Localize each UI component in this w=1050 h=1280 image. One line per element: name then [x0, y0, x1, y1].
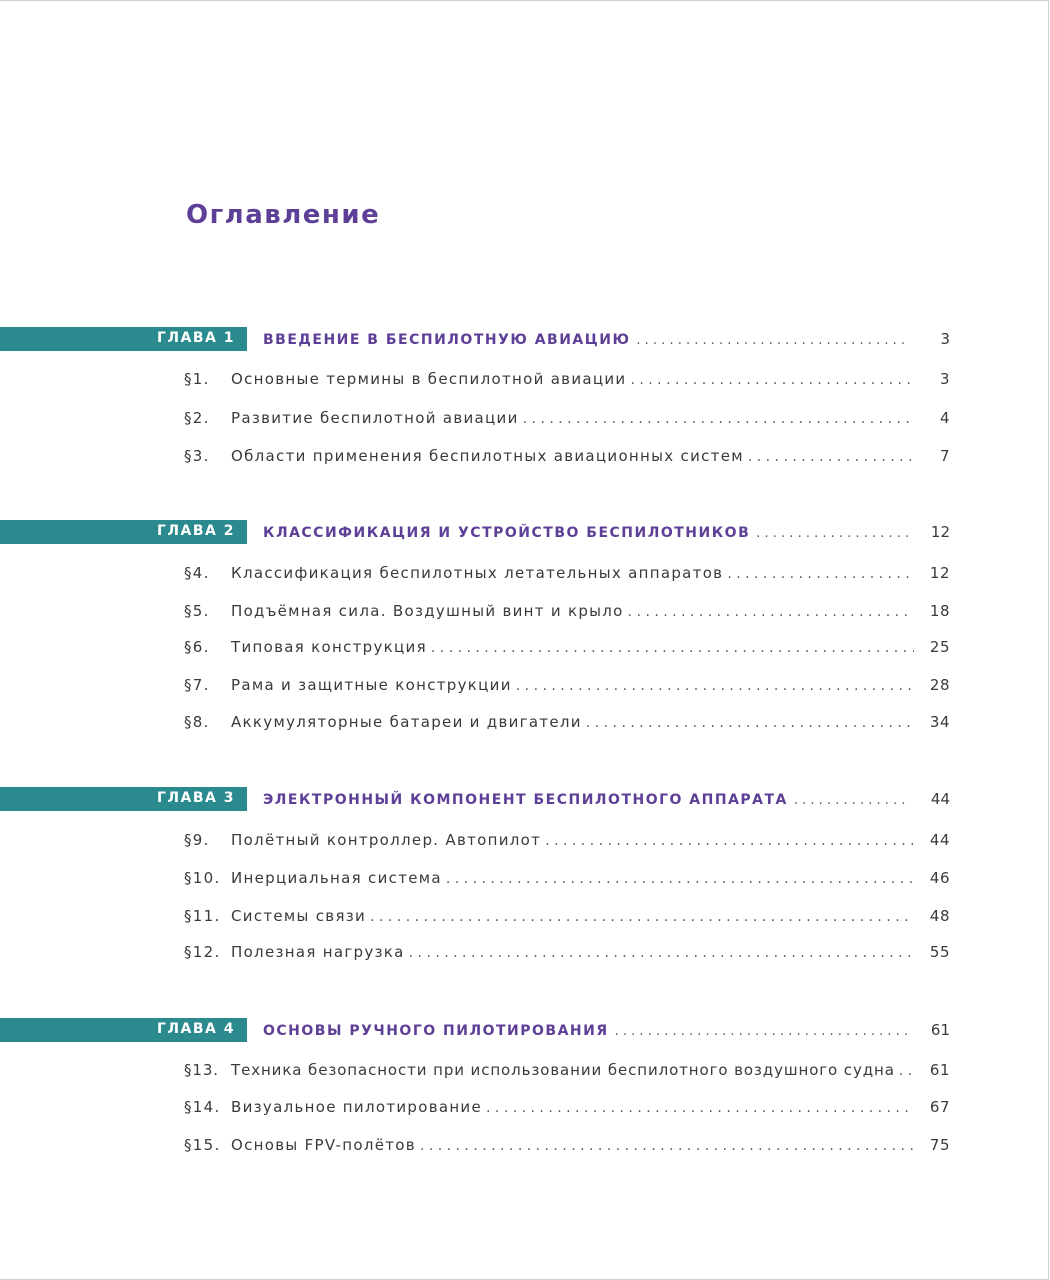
chapter-label: ГЛАВА 1 — [156, 330, 235, 346]
toc-entry[interactable] — [184, 907, 950, 929]
dot-leader — [727, 566, 914, 584]
section-title: Аккумуляторные батареи и двигатели — [231, 713, 582, 731]
toc-entry[interactable] — [184, 1061, 950, 1083]
dot-leader — [748, 449, 914, 467]
section-title: Системы связи — [231, 907, 367, 925]
section-page: 28 — [929, 676, 950, 694]
dot-leader — [756, 526, 908, 544]
section-page: 3 — [939, 370, 950, 388]
chapter-title: ВВЕДЕНИЕ В БЕСПИЛОТНУЮ АВИАЦИЮ — [263, 332, 631, 348]
section-page: 55 — [929, 943, 950, 961]
section-title: Полётный контроллер. Автопилот — [231, 831, 542, 849]
section-title: Техника безопасности при использовании беспилотного воздушного судна — [231, 1061, 895, 1079]
chapter-row[interactable] — [0, 327, 950, 351]
chapter-bar — [0, 1018, 247, 1042]
section-page: 12 — [929, 564, 950, 582]
toc-entry[interactable] — [184, 370, 950, 392]
toc-entry[interactable] — [184, 409, 950, 431]
section-page: 61 — [929, 1061, 950, 1079]
chapter-title: ЭЛЕКТРОННЫЙ КОМПОНЕНТ БЕСПИЛОТНОГО АППАРАТА — [263, 792, 788, 808]
section-number: §6. — [184, 638, 210, 656]
section-title: Основы FPV-полётов — [231, 1136, 416, 1154]
dot-leader — [899, 1063, 914, 1081]
section-page: 34 — [929, 713, 950, 731]
section-number: §1. — [184, 370, 210, 388]
chapter-label: ГЛАВА 4 — [156, 1021, 235, 1037]
chapter-row[interactable] — [0, 520, 950, 544]
toc-entry[interactable] — [184, 564, 950, 586]
section-title: Классификация беспилотных летательных аппаратов — [231, 564, 724, 582]
section-number: §7. — [184, 676, 210, 694]
dot-leader — [615, 1024, 908, 1042]
section-number: §13. — [184, 1061, 219, 1079]
section-number: §3. — [184, 447, 210, 465]
chapter-title: КЛАССИФИКАЦИЯ И УСТРОЙСТВО БЕСПИЛОТНИКОВ — [263, 525, 751, 541]
chapter-page: 3 — [940, 330, 950, 348]
chapter-page: 44 — [930, 790, 950, 808]
chapter-bar — [0, 520, 247, 544]
chapter-page: 61 — [930, 1021, 950, 1039]
section-number: §9. — [184, 831, 210, 849]
chapter-page: 12 — [930, 523, 950, 541]
section-page: 48 — [929, 907, 950, 925]
dot-leader — [630, 372, 914, 390]
section-title: Инерциальная система — [231, 869, 442, 887]
chapter-bar — [0, 327, 247, 351]
toc-entry[interactable] — [184, 713, 950, 735]
chapter-bar — [0, 787, 247, 811]
section-title: Типовая конструкция — [231, 638, 427, 656]
toc-entry[interactable] — [184, 1136, 950, 1158]
dot-leader — [431, 640, 914, 658]
section-page: 25 — [929, 638, 950, 656]
dot-leader — [545, 833, 914, 851]
toc-entry[interactable] — [184, 831, 950, 853]
section-page: 46 — [929, 869, 950, 887]
section-number: §12. — [184, 943, 221, 961]
section-title: Подъёмная сила. Воздушный винт и крыло — [231, 602, 624, 620]
dot-leader — [523, 411, 914, 429]
chapter-label: ГЛАВА 3 — [156, 790, 235, 806]
page-title: Оглавление — [186, 200, 381, 230]
dot-leader — [628, 604, 914, 622]
section-title: Полезная нагрузка — [231, 943, 405, 961]
section-title: Визуальное пилотирование — [231, 1098, 483, 1116]
dot-leader — [794, 793, 908, 811]
section-page: 44 — [929, 831, 950, 849]
section-page: 75 — [929, 1136, 950, 1154]
section-title: Области применения беспилотных авиационных систем — [231, 447, 744, 465]
dot-leader — [516, 678, 914, 696]
toc-entry[interactable] — [184, 638, 950, 660]
chapter-row[interactable] — [0, 787, 950, 811]
section-page: 4 — [939, 409, 950, 427]
section-page: 7 — [939, 447, 950, 465]
dot-leader — [420, 1138, 914, 1156]
section-number: §8. — [184, 713, 210, 731]
section-number: §10. — [184, 869, 221, 887]
section-number: §14. — [184, 1098, 221, 1116]
dot-leader — [486, 1100, 914, 1118]
section-title: Основные термины в беспилотной авиации — [231, 370, 627, 388]
section-number: §11. — [184, 907, 221, 925]
dot-leader — [586, 715, 914, 733]
toc-entry[interactable] — [184, 1098, 950, 1120]
dot-leader — [636, 333, 908, 351]
dot-leader — [409, 945, 914, 963]
toc-entry[interactable] — [184, 869, 950, 891]
toc-entry[interactable] — [184, 602, 950, 624]
chapter-label: ГЛАВА 2 — [156, 523, 235, 539]
section-title: Рама и защитные конструкции — [231, 676, 512, 694]
chapter-row[interactable] — [0, 1018, 950, 1042]
section-number: §5. — [184, 602, 210, 620]
section-number: §15. — [184, 1136, 221, 1154]
toc-entry[interactable] — [184, 447, 950, 469]
chapter-title: ОСНОВЫ РУЧНОГО ПИЛОТИРОВАНИЯ — [263, 1023, 609, 1039]
section-number: §4. — [184, 564, 210, 582]
section-title: Развитие беспилотной авиации — [231, 409, 519, 427]
section-page: 67 — [929, 1098, 950, 1116]
toc-entry[interactable] — [184, 676, 950, 698]
toc-entry[interactable] — [184, 943, 950, 965]
dot-leader — [370, 909, 914, 927]
section-page: 18 — [929, 602, 950, 620]
dot-leader — [446, 871, 914, 889]
section-number: §2. — [184, 409, 210, 427]
